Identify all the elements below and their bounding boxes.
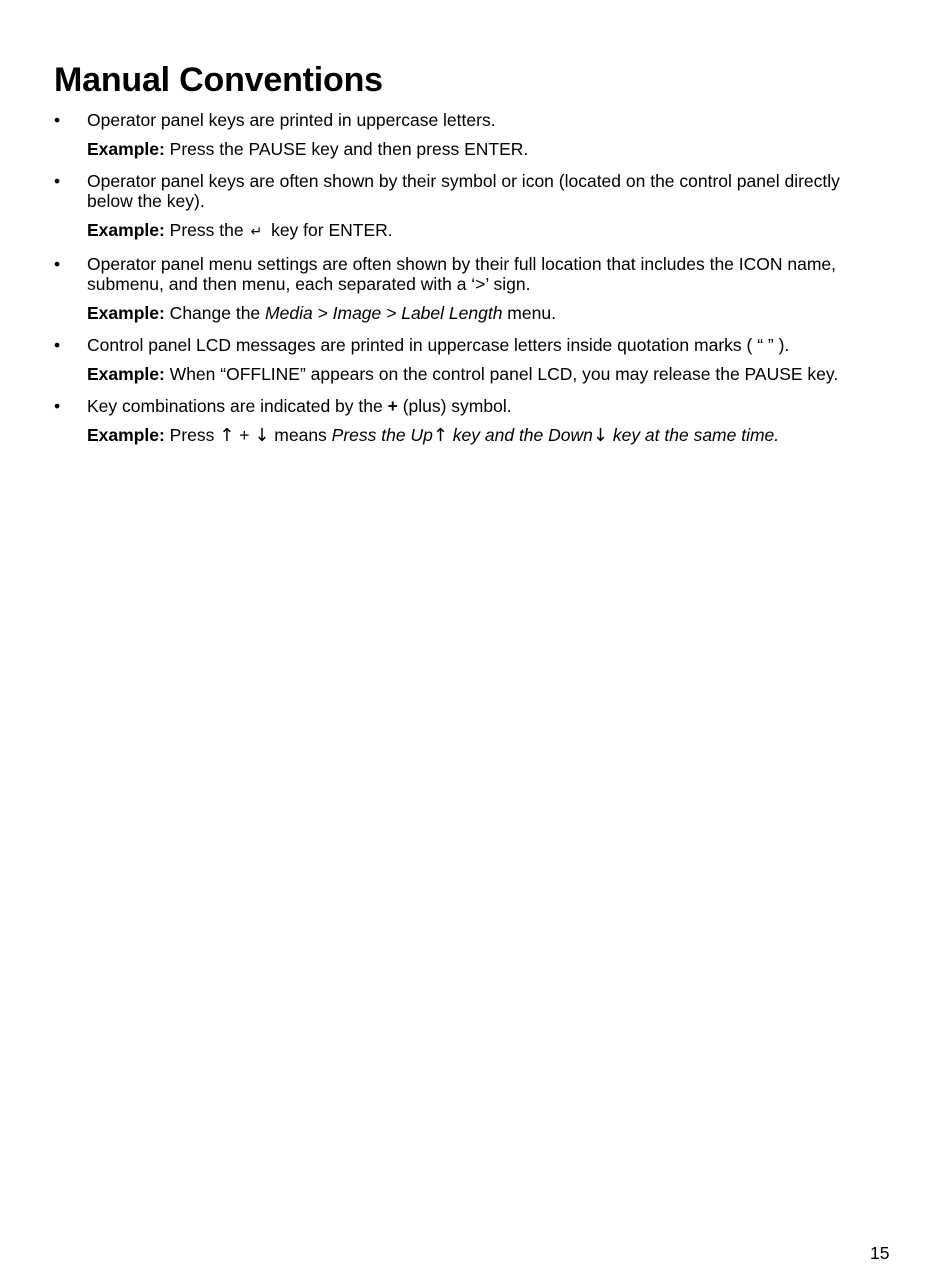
- convention-item-key-icons: [54, 171, 869, 242]
- italic-text: Press the Up: [331, 425, 433, 445]
- example-text: Change the: [164, 303, 266, 323]
- convention-example: [87, 425, 869, 446]
- example-text: Press: [164, 425, 220, 445]
- up-arrow-icon: ↑: [219, 425, 235, 446]
- convention-description: Control panel LCD messages are printed in uppercase letters inside quotation marks ( “ ” ).: [87, 335, 790, 355]
- enter-key-icon: ↵: [250, 224, 263, 240]
- italic-text: key at the same time.: [607, 425, 780, 445]
- bullet: •: [54, 110, 61, 130]
- page-title: Manual Conventions: [54, 61, 383, 99]
- bullet: •: [54, 335, 61, 355]
- convention-item-menu-settings: [54, 254, 869, 323]
- bullet: •: [54, 254, 61, 274]
- example-text: Press the PAUSE key and then press ENTER.: [164, 139, 529, 159]
- convention-item-lcd-messages: [54, 335, 869, 384]
- page-number: 15: [870, 1243, 890, 1263]
- italic-text: key and the Down: [447, 425, 593, 445]
- down-arrow-icon: ↓: [592, 425, 608, 446]
- example-label: Example:: [87, 364, 165, 384]
- example-text: means: [269, 425, 332, 445]
- example-text: Press the: [164, 220, 249, 240]
- convention-example: [87, 220, 869, 242]
- convention-example: [87, 364, 869, 384]
- menu-path: Media > Image > Label Length: [265, 303, 503, 323]
- description-text: Key combinations are indicated by the: [87, 396, 388, 416]
- example-label: Example:: [87, 139, 165, 159]
- convention-description: Operator panel keys are often shown by their symbol or icon (located on the control panel directly below the key).: [87, 171, 840, 211]
- up-arrow-icon: ↑: [432, 425, 448, 446]
- convention-item-uppercase-keys: [54, 110, 869, 159]
- conventions-list: [54, 110, 869, 458]
- bullet: •: [54, 396, 61, 416]
- convention-example: [87, 303, 869, 323]
- example-label: Example:: [87, 425, 165, 445]
- example-text: menu.: [502, 303, 556, 323]
- plus-text: +: [234, 425, 255, 445]
- convention-description: Operator panel menu settings are often shown by their full location that includes the ICON name, submenu, and then menu, each separated with a ‘>’ sign.: [87, 254, 837, 294]
- example-label: Example:: [87, 303, 165, 323]
- convention-item-key-combinations: [54, 396, 869, 446]
- plus-symbol: +: [387, 396, 398, 416]
- example-label: Example:: [87, 220, 165, 240]
- convention-example: [87, 139, 869, 159]
- description-text: (plus) symbol.: [397, 396, 512, 416]
- bullet: •: [54, 171, 61, 191]
- example-text: key for ENTER.: [266, 220, 393, 240]
- convention-description: [87, 396, 869, 416]
- convention-description: Operator panel keys are printed in uppercase letters.: [87, 110, 496, 130]
- example-text: When “OFFLINE” appears on the control panel LCD, you may release the PAUSE key.: [164, 364, 839, 384]
- down-arrow-icon: ↓: [254, 425, 270, 446]
